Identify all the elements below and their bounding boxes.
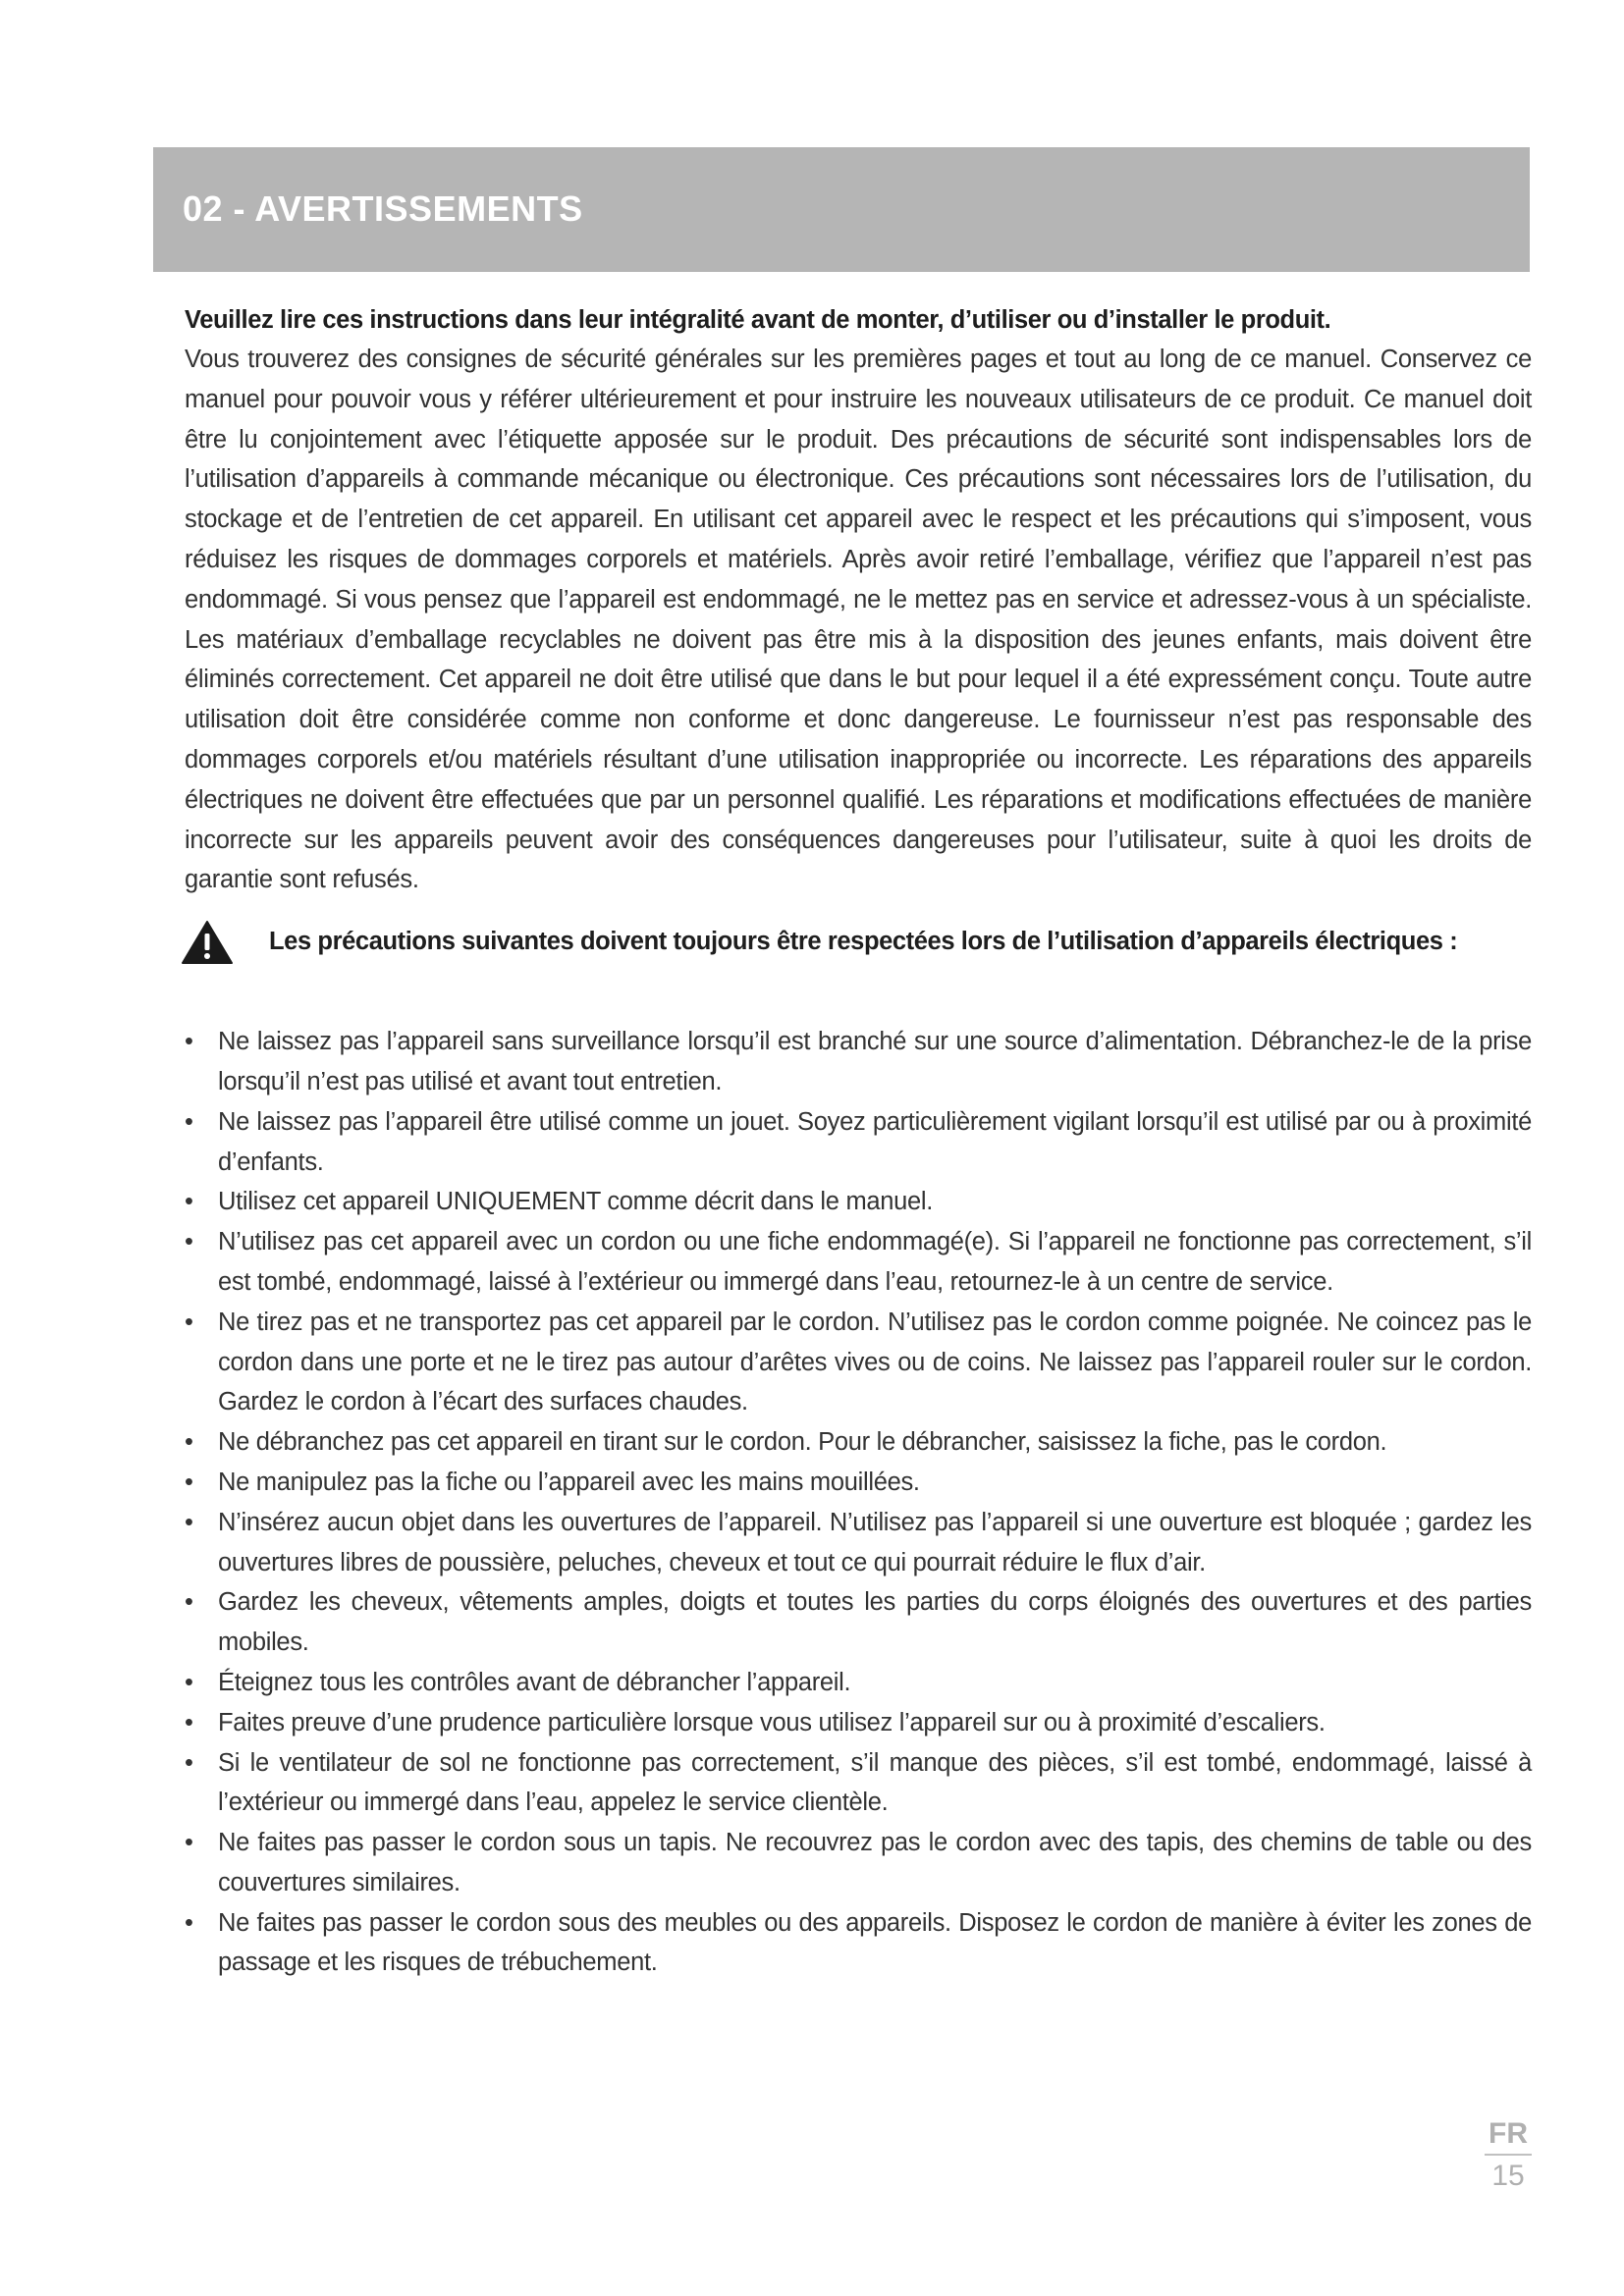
intro-paragraph: Vous trouverez des consignes de sécurité générales sur les premières pages et tout au long de ce manuel. Conservez ce manuel pour pouvoir vous y référer ultérieurement et pour instruire les nouveaux utilisateurs de ce produit. Ce manuel doit être lu conjointement avec l’étiquette apposée sur le produit. Des précautions de sécurité sont indispensables lors de l’utilisation d’appareils à commande mécanique ou électronique. Ces précautions sont nécessaires lors de l’utilisation, du stockage et de l’entretien de cet appareil. En utilisant cet appareil avec le respect et les précautions qui s’imposent, vous réduisez les risques de dommages corporels et matériels. Après avoir retiré l’emballage, vérifiez que l’appareil n’est pas endommagé. Si vous pensez que l’appareil est endommagé, ne le mettez pas en service et adressez-vous à un spécialiste. Les matériaux d’emballage recyclables ne doivent pas être mis à la disposition des jeunes enfants, mais doivent être éliminés correctement. Cet appareil ne doit être utilisé que dans le but pour lequel il a été expressément conçu. Toute autre utilisation doit être considérée comme non conforme et donc dangereuse. Le fournisseur n’est pas responsable des dommages corporels et/ou matériels résultant d’une utilisation inappropriée ou incorrecte. Les réparations des appareils électriques ne doivent être effectuées que par un personnel qualifié. Les réparations et modifications effectuées de manière incorrecte sur les appareils peuvent avoir des conséquences dangereuses pour l’utilisateur, suite à quoi les droits de garantie sont refusés. — [185, 346, 1532, 894]
warning-triangle-icon — [181, 920, 234, 965]
list-item: • Ne laissez pas l’appareil sans surveillance lorsqu’il est branché sur une source d’alimentation. Débranchez-le de la prise lorsqu’il n’est pas utilisé et avant tout entretien. — [185, 1022, 1532, 1102]
list-item: • Utilisez cet appareil UNIQUEMENT comme décrit dans le manuel. — [185, 1182, 1532, 1222]
section-header — [153, 147, 1530, 272]
list-item: • Ne faites pas passer le cordon sous des meubles ou des appareils. Disposez le cordon de manière à éviter les zones de passage et les risques de trébuchement. — [185, 1903, 1532, 1984]
list-item: • Ne faites pas passer le cordon sous un tapis. Ne recouvrez pas le cordon avec des tapis, des chemins de table ou des couvertures similaires. — [185, 1823, 1532, 1903]
page-number: 15 — [1491, 2160, 1525, 2192]
precautions-header — [185, 918, 1532, 977]
list-item: • Gardez les cheveux, vêtements amples, doigts et toutes les parties du corps éloignés des ouvertures et des parties mobiles. — [185, 1582, 1532, 1663]
list-item: • N’insérez aucun objet dans les ouvertures de l’appareil. N’utilisez pas l’appareil si une ouverture est bloquée ; gardez les ouvertures libres de poussière, peluches, cheveux et tout ce qui pourrait réduire le flux d’air. — [185, 1503, 1532, 1583]
list-item: • Ne manipulez pas la fiche ou l’appareil avec les mains mouillées. — [185, 1463, 1532, 1503]
page-divider — [1485, 2154, 1532, 2156]
language-code: FR — [1489, 2117, 1528, 2150]
section-title: 02 - AVERTISSEMENTS — [183, 188, 583, 229]
list-item: • Ne laissez pas l’appareil être utilisé comme un jouet. Soyez particulièrement vigilant lorsqu’il est utilisé par ou à proximité d’enfants. — [185, 1102, 1532, 1183]
list-item: • Si le ventilateur de sol ne fonctionne pas correctement, s’il manque des pièces, s’il est tombé, endommagé, laissé à l’extérieur ou immergé dans l’eau, appelez le service clientèle. — [185, 1743, 1532, 1824]
list-item: • Ne débranchez pas cet appareil en tirant sur le cordon. Pour le débrancher, saisissez la fiche, pas le cordon. — [185, 1422, 1532, 1463]
page-marker — [1485, 2116, 1532, 2193]
precautions-list — [185, 1022, 1532, 1983]
list-item: • Faites preuve d’une prudence particulière lorsque vous utilisez l’appareil sur ou à proximité d’escaliers. — [185, 1703, 1532, 1743]
page-content — [185, 300, 1532, 1983]
list-item: • N’utilisez pas cet appareil avec un cordon ou une fiche endommagé(e). Si l’appareil ne fonctionne pas correctement, s’il est tombé, endommagé, laissé à l’extérieur ou immergé dans l’eau, retournez-le à un centre de service. — [185, 1222, 1532, 1303]
list-item: • Ne tirez pas et ne transportez pas cet appareil par le cordon. N’utilisez pas le cordon comme poignée. Ne coincez pas le cordon dans une porte et ne le tirez pas autour d’arêtes vives ou de coins. Ne laissez pas l’appareil rouler sur le cordon. Gardez le cordon à l’écart des surfaces chaudes. — [185, 1303, 1532, 1422]
list-item: • Éteignez tous les contrôles avant de débrancher l’appareil. — [185, 1663, 1532, 1703]
precautions-heading: Les précautions suivantes doivent toujours être respectées lors de l’utilisation d’appareils électriques : — [269, 928, 1458, 956]
intro-heading: Veuillez lire ces instructions dans leur intégralité avant de monter, d’utiliser ou d’installer le produit. — [185, 306, 1331, 334]
